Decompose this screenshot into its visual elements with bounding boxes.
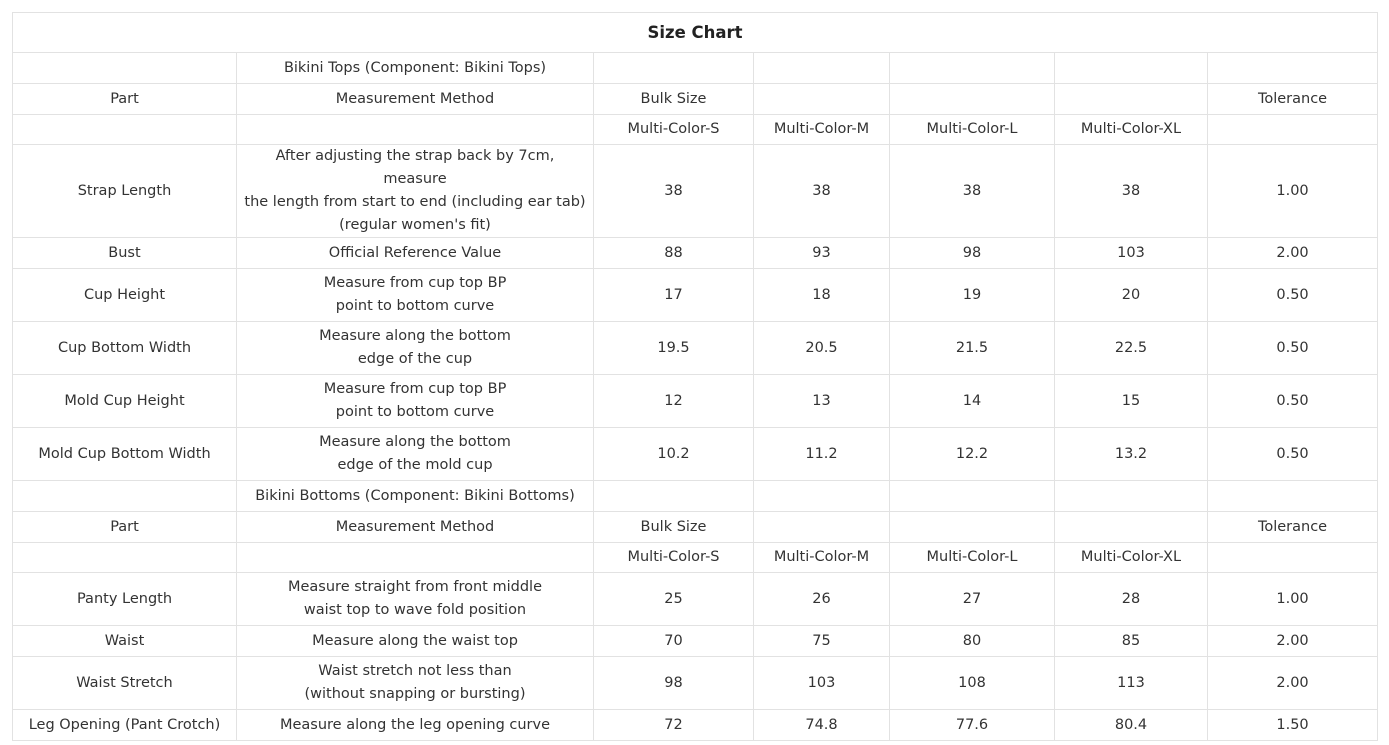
- size-value: 27: [890, 573, 1055, 626]
- part-name: Mold Cup Bottom Width: [13, 428, 237, 481]
- size-value: 74.8: [754, 710, 890, 741]
- header-method: Measurement Method: [237, 512, 594, 543]
- size-value: 10.2: [594, 428, 754, 481]
- measurement-method: [237, 573, 594, 626]
- table-row: [13, 573, 1378, 626]
- size-value: 12: [594, 375, 754, 428]
- empty-cell: [1208, 543, 1378, 573]
- empty-cell: [1208, 481, 1378, 512]
- measurement-method: [237, 322, 594, 375]
- tolerance-value: 0.50: [1208, 428, 1378, 481]
- size-value: 103: [754, 657, 890, 710]
- size-value: 13: [754, 375, 890, 428]
- empty-cell: [754, 512, 890, 543]
- size-value: 12.2: [890, 428, 1055, 481]
- empty-cell: [1208, 53, 1378, 84]
- empty-cell: [890, 53, 1055, 84]
- empty-cell: [1208, 115, 1378, 145]
- size-value: 26: [754, 573, 890, 626]
- size-value: 13.2: [1055, 428, 1208, 481]
- header-tolerance: Tolerance: [1208, 512, 1378, 543]
- part-name: Panty Length: [13, 573, 237, 626]
- size-label: Multi-Color-XL: [1055, 115, 1208, 145]
- size-value: 88: [594, 238, 754, 269]
- size-value: 80.4: [1055, 710, 1208, 741]
- header-tolerance: Tolerance: [1208, 84, 1378, 115]
- size-value: 70: [594, 626, 754, 657]
- size-label: Multi-Color-L: [890, 543, 1055, 573]
- size-value: 98: [890, 238, 1055, 269]
- empty-cell: [890, 512, 1055, 543]
- empty-cell: [1055, 512, 1208, 543]
- size-label: Multi-Color-M: [754, 115, 890, 145]
- tolerance-value: 1.00: [1208, 573, 1378, 626]
- size-value: 38: [890, 145, 1055, 238]
- method-line: waist top to wave fold position: [303, 602, 527, 618]
- method-line: Measure along the leg opening curve: [279, 716, 551, 733]
- empty-cell: [594, 481, 754, 512]
- component-row: [13, 481, 1378, 512]
- header-row: [13, 84, 1378, 115]
- size-value: 38: [594, 145, 754, 238]
- header-part: Part: [13, 512, 237, 543]
- size-value: 15: [1055, 375, 1208, 428]
- table-row: [13, 238, 1378, 269]
- tolerance-value: 1.00: [1208, 145, 1378, 238]
- measurement-method: [237, 238, 594, 269]
- size-chart-body: [13, 13, 1378, 741]
- table-row: [13, 322, 1378, 375]
- part-name: Waist Stretch: [13, 657, 237, 710]
- empty-cell: [13, 115, 237, 145]
- size-value: 72: [594, 710, 754, 741]
- tolerance-value: 0.50: [1208, 322, 1378, 375]
- size-label: Multi-Color-S: [594, 543, 754, 573]
- table-row: [13, 657, 1378, 710]
- empty-cell: [237, 115, 594, 145]
- empty-cell: [594, 53, 754, 84]
- empty-cell: [890, 481, 1055, 512]
- empty-cell: [754, 481, 890, 512]
- size-value: 11.2: [754, 428, 890, 481]
- part-name: Cup Height: [13, 269, 237, 322]
- size-value: 19: [890, 269, 1055, 322]
- empty-cell: [890, 84, 1055, 115]
- sizes-row: [13, 543, 1378, 573]
- empty-cell: [1055, 53, 1208, 84]
- method-line: Measure along the waist top: [312, 632, 518, 649]
- empty-cell: [13, 53, 237, 84]
- part-name: Strap Length: [13, 145, 237, 238]
- method-line: edge of the cup: [357, 351, 473, 367]
- size-chart-title: Size Chart: [13, 13, 1378, 53]
- empty-cell: [237, 543, 594, 573]
- component-label: Bikini Bottoms (Component: Bikini Bottoms): [237, 481, 594, 512]
- method-line: (without snapping or bursting): [304, 686, 526, 702]
- sizes-row: [13, 115, 1378, 145]
- header-row: [13, 512, 1378, 543]
- empty-cell: [754, 84, 890, 115]
- empty-cell: [13, 481, 237, 512]
- part-name: Waist: [13, 626, 237, 657]
- size-value: 85: [1055, 626, 1208, 657]
- method-line: point to bottom curve: [335, 404, 495, 420]
- size-value: 14: [890, 375, 1055, 428]
- measurement-method: [237, 269, 594, 322]
- size-value: 93: [754, 238, 890, 269]
- table-row: [13, 269, 1378, 322]
- empty-cell: [754, 53, 890, 84]
- size-value: 20: [1055, 269, 1208, 322]
- size-label: Multi-Color-M: [754, 543, 890, 573]
- size-value: 103: [1055, 238, 1208, 269]
- size-value: 108: [890, 657, 1055, 710]
- method-line: Official Reference Value: [328, 244, 502, 261]
- tolerance-value: 0.50: [1208, 269, 1378, 322]
- title-row: [13, 13, 1378, 53]
- method-line: Measure straight from front middle: [287, 579, 542, 595]
- tolerance-value: 0.50: [1208, 375, 1378, 428]
- tolerance-value: 2.00: [1208, 657, 1378, 710]
- size-label: Multi-Color-S: [594, 115, 754, 145]
- table-row: [13, 145, 1378, 238]
- size-value: 98: [594, 657, 754, 710]
- part-name: Mold Cup Height: [13, 375, 237, 428]
- method-line: Measure along the bottom: [319, 434, 511, 450]
- empty-cell: [13, 543, 237, 573]
- component-row: [13, 53, 1378, 84]
- size-chart-table: [12, 12, 1378, 741]
- measurement-method: [237, 145, 594, 238]
- table-row: [13, 710, 1378, 741]
- size-value: 18: [754, 269, 890, 322]
- size-value: 20.5: [754, 322, 890, 375]
- size-value: 28: [1055, 573, 1208, 626]
- method-line: Measure along the bottom: [319, 328, 511, 344]
- method-line: point to bottom curve: [335, 298, 495, 314]
- method-line: the length from start to end (including ear tab): [244, 194, 586, 210]
- method-line: edge of the mold cup: [337, 457, 493, 473]
- method-line: After adjusting the strap back by 7cm, measure: [275, 148, 555, 187]
- component-label: Bikini Tops (Component: Bikini Tops): [237, 53, 594, 84]
- measurement-method: [237, 375, 594, 428]
- size-value: 77.6: [890, 710, 1055, 741]
- table-row: [13, 626, 1378, 657]
- measurement-method: [237, 710, 594, 741]
- header-method: Measurement Method: [237, 84, 594, 115]
- size-label: Multi-Color-XL: [1055, 543, 1208, 573]
- method-line: Measure from cup top BP: [323, 275, 507, 291]
- table-row: [13, 428, 1378, 481]
- tolerance-value: 2.00: [1208, 626, 1378, 657]
- part-name: Cup Bottom Width: [13, 322, 237, 375]
- part-name: Bust: [13, 238, 237, 269]
- size-value: 17: [594, 269, 754, 322]
- header-bulk-size: Bulk Size: [594, 84, 754, 115]
- tolerance-value: 1.50: [1208, 710, 1378, 741]
- method-line: (regular women's fit): [339, 217, 491, 233]
- measurement-method: [237, 626, 594, 657]
- size-value: 38: [1055, 145, 1208, 238]
- size-value: 80: [890, 626, 1055, 657]
- size-value: 113: [1055, 657, 1208, 710]
- header-bulk-size: Bulk Size: [594, 512, 754, 543]
- size-value: 25: [594, 573, 754, 626]
- size-value: 38: [754, 145, 890, 238]
- size-label: Multi-Color-L: [890, 115, 1055, 145]
- empty-cell: [1055, 84, 1208, 115]
- size-value: 75: [754, 626, 890, 657]
- tolerance-value: 2.00: [1208, 238, 1378, 269]
- measurement-method: [237, 428, 594, 481]
- table-row: [13, 375, 1378, 428]
- size-value: 21.5: [890, 322, 1055, 375]
- method-line: Measure from cup top BP: [323, 381, 507, 397]
- part-name: Leg Opening (Pant Crotch): [13, 710, 237, 741]
- size-value: 22.5: [1055, 322, 1208, 375]
- measurement-method: [237, 657, 594, 710]
- method-line: Waist stretch not less than: [318, 663, 512, 679]
- empty-cell: [1055, 481, 1208, 512]
- size-value: 19.5: [594, 322, 754, 375]
- header-part: Part: [13, 84, 237, 115]
